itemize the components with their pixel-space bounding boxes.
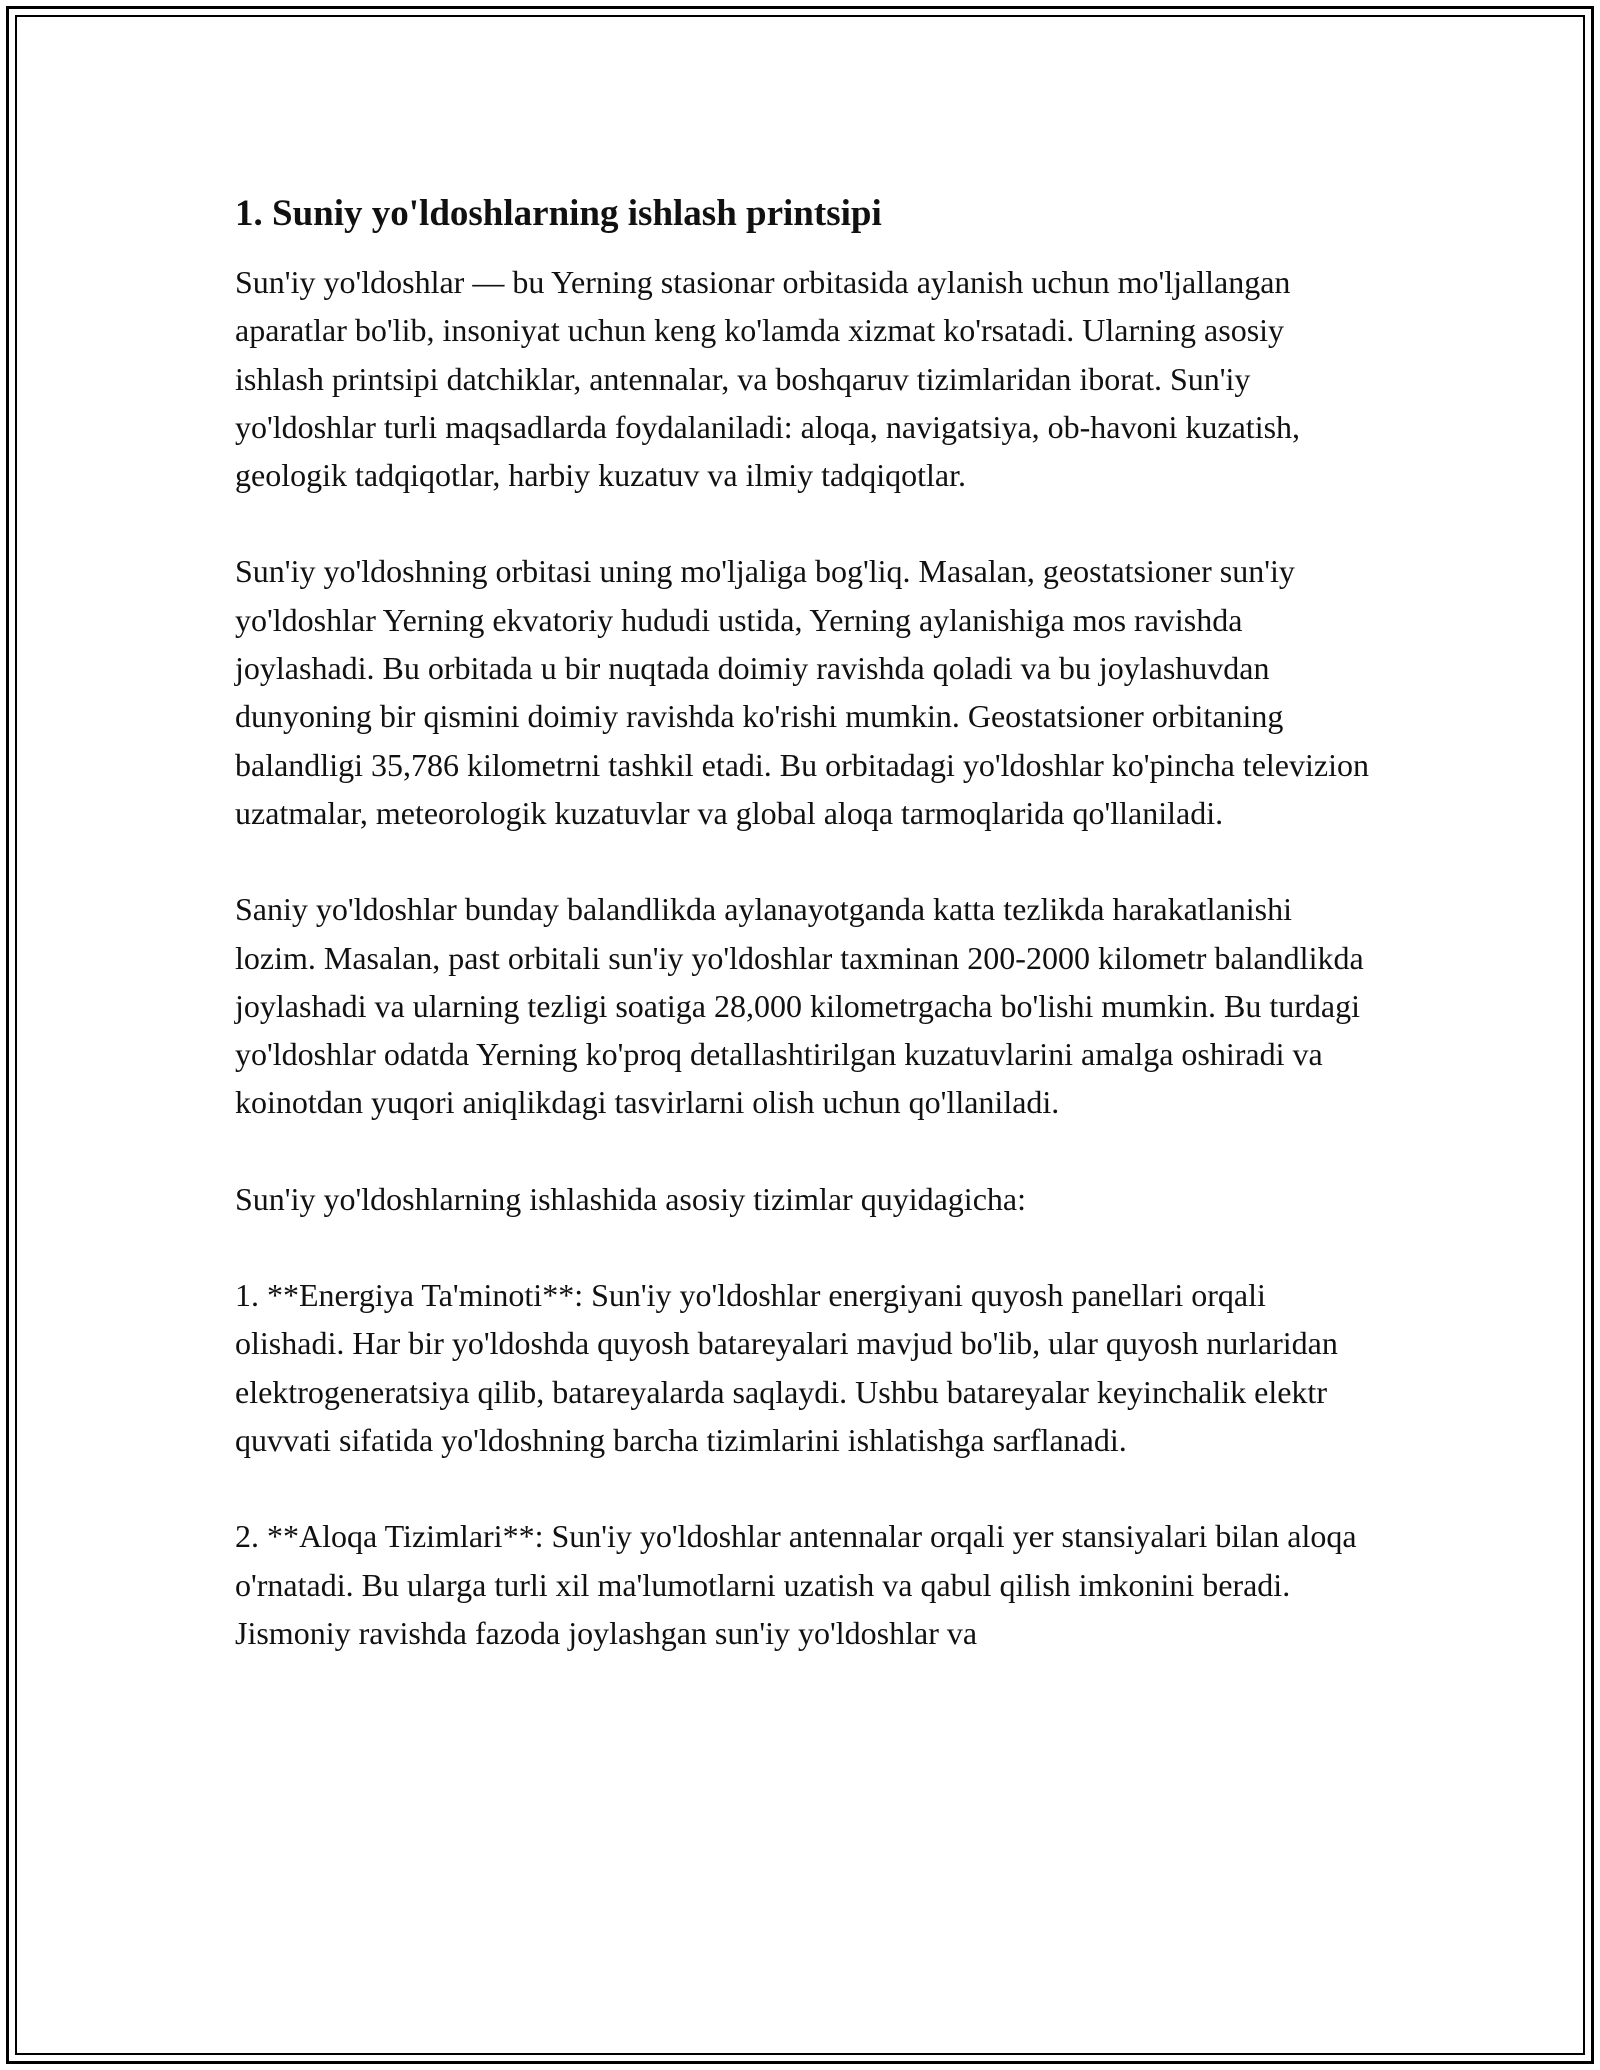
paragraph-intro: Sun'iy yo'ldoshlar — bu Yerning stasionar orbitasida aylanish uchun mo'ljallangan aparatlar bo'lib, insoniyat uchun keng ko'lamda xizmat ko'rsatadi. Ularning asosiy ishlash printsipi datchiklar, antennalar, va boshqaruv tizimlaridan iborat. Sun'iy yo'ldoshlar turli maqsadlarda foydalaniladi: aloqa, navigatsiya, ob-havoni kuzatish, geologik tadqiqotlar, harbiy kuzatuv va ilmiy tadqiqotlar. (235, 264, 1301, 494)
document-body (235, 188, 1375, 1657)
paragraph-communication: 2. **Aloqa Tizimlari**: Sun'iy yo'ldoshlar antennalar orqali yer stansiyalari bilan aloqa o'rnatadi. Bu ularga turli xil ma'lumotlarni uzatish va qabul qilish imkonini beradi. Jismoniy ravishda fazoda joylashgan sun'iy yo'ldoshlar va (235, 1518, 1357, 1651)
paragraph-speed: Saniy yo'ldoshlar bunday balandlikda aylanayotganda katta tezlikda harakatlanishi lozim. Masalan, past orbitali sun'iy yo'ldoshlar taxminan 200-2000 kilometr balandlikda joylashadi va ularning tezligi soatiga 28,000 kilometrgacha bo'lishi mumkin. Bu turdagi yo'ldoshlar odatda Yerning ko'proq detallashtirilgan kuzatuvlarini amalga oshiradi va koinotdan yuqori aniqlikdagi tasvirlarni olish uchun qo'llaniladi. (235, 891, 1364, 1121)
paragraph-energy: 1. **Energiya Ta'minoti**: Sun'iy yo'ldoshlar energiyani quyosh panellari orqali olishadi. Har bir yo'ldoshda quyosh batareyalari mavjud bo'lib, ular quyosh nurlaridan elektrogeneratsiya qilib, batareyalarda saqlaydi. Ushbu batareyalar keyinchalik elektr quvvati sifatida yo'ldoshning barcha tizimlarini ishlatishga sarflanadi. (235, 1277, 1338, 1458)
paragraph-systems-intro: Sun'iy yo'ldoshlarning ishlashida asosiy tizimlar quyidagicha: (235, 1180, 1026, 1217)
paragraph-orbit: Sun'iy yo'ldoshning orbitasi uning mo'ljaliga bog'liq. Masalan, geostatsioner sun'iy yo'ldoshlar Yerning ekvatoriy hududi ustida, Yerning aylanishiga mos ravishda joylashadi. Bu orbitada u bir nuqtada doimiy ravishda qoladi va bu joylashuvdan dunyoning bir qismini doimiy ravishda ko'rishi mumkin. Geostatsioner orbitaning balandligi 35,786 kilometrni tashkil etadi. Bu orbitadagi yo'ldoshlar ko'pincha televizion uzatmalar, meteorologik kuzatuvlar va global aloqa tarmoqlarida qo'llaniladi. (235, 553, 1369, 831)
section-heading: 1. Suniy yo'ldoshlarning ishlash printsipi (235, 193, 882, 234)
